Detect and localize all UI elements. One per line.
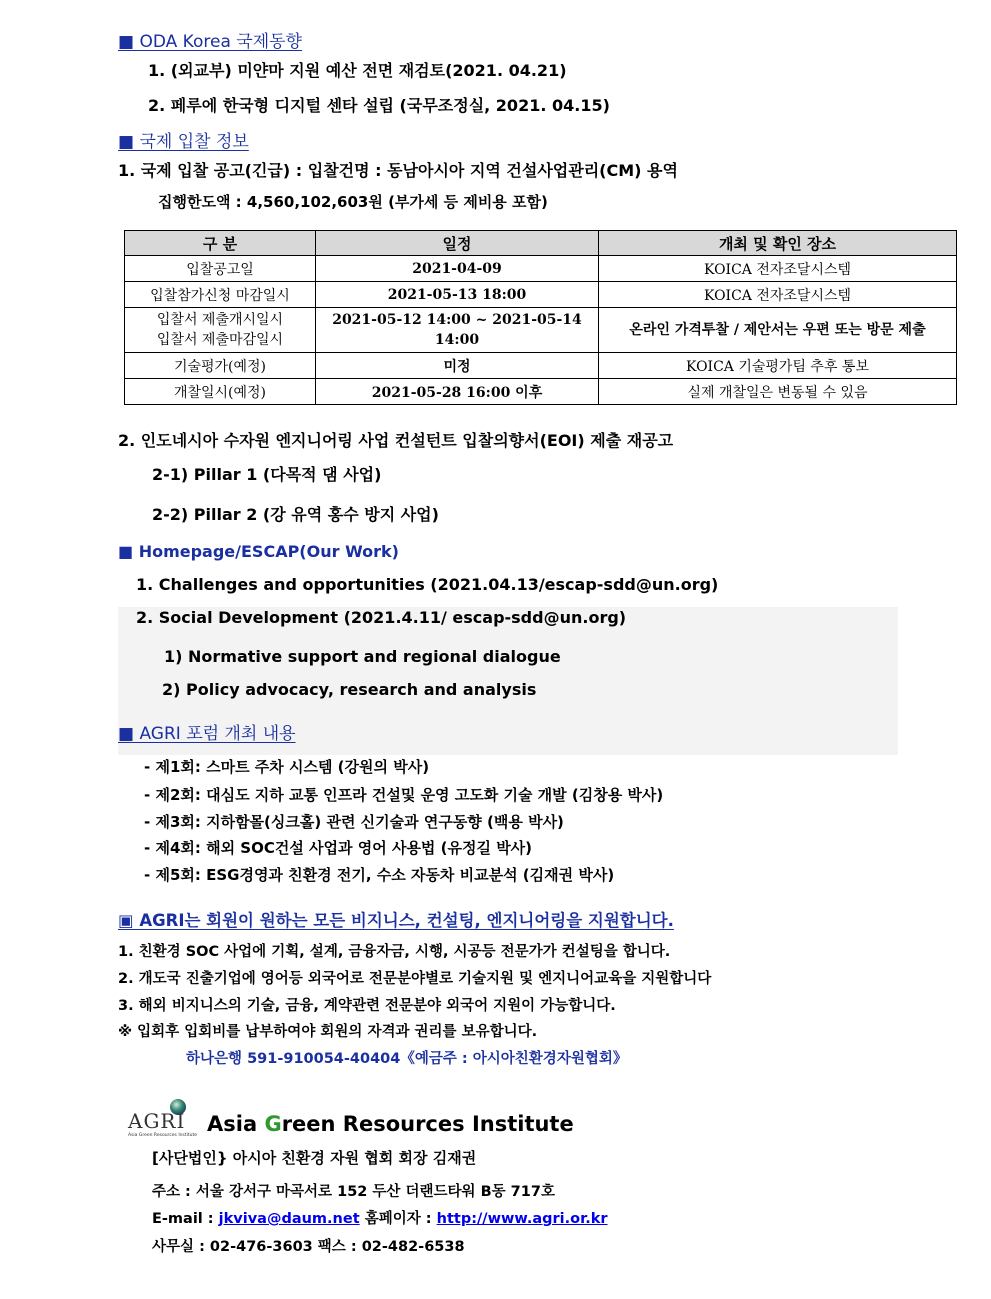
agri-logo — [126, 1097, 196, 1142]
row-label: 입찰공고일 — [125, 256, 316, 282]
membership-note: ※ 입회후 입회비를 납부하여야 회원의 자격과 권리를 보유합니다. — [118, 1024, 538, 1040]
escap-item-1: 1. Challenges and opportunities (2021.04.13/escap-sdd@un.org) — [136, 575, 719, 594]
row-date: 2021-05-12 14:00 ~ 2021-05-14 14:00 — [316, 308, 599, 353]
email-label: E-mail : — [152, 1211, 214, 1227]
row-place: 온라인 가격투찰 / 제안서는 우편 또는 방문 제출 — [599, 308, 957, 353]
section-title-oda: ■ ODA Korea 국제동향 — [118, 32, 302, 52]
bid-schedule-table — [124, 230, 957, 405]
row-date: 2021-05-28 16:00 이후 — [316, 379, 599, 405]
contact-line — [152, 1207, 608, 1228]
email-link[interactable]: jkviva@daum.net — [218, 1211, 360, 1227]
forum-item: - 제5회: ESG경영과 친환경 전기, 수소 자동차 비교분석 (김재권 박사) — [144, 866, 615, 884]
row-label: 기술평가(예정) — [125, 353, 316, 379]
homepage-link[interactable]: http://www.agri.or.kr — [436, 1211, 608, 1227]
bid-budget: 집행한도액 : 4,560,102,603원 (부가세 등 제비용 포함) — [158, 193, 548, 211]
bank-account: 하나은행 591-910054-40404《예금주 : 아시아친환경자원협회》 — [186, 1051, 628, 1067]
row-label: 입찰서 제출개시일시 입찰서 제출마감일시 — [125, 308, 316, 353]
org-address: 주소 : 서울 강서구 마곡서로 152 두산 더랜드타워 B동 717호 — [152, 1184, 555, 1200]
col-header-category: 구 분 — [125, 231, 316, 256]
eoi-item-1: 2-1) Pillar 1 (다목적 댐 사업) — [152, 465, 382, 484]
logo-subtext: Asia Green Resources Institute — [128, 1133, 198, 1138]
row-label: 개찰일시(예정) — [125, 379, 316, 405]
row-place: KOICA 기술평가팀 추후 통보 — [599, 353, 957, 379]
col-header-place: 개최 및 확인 장소 — [599, 231, 957, 256]
forum-item: - 제4회: 해외 SOC건설 사업과 영어 사용법 (유정길 박사) — [144, 839, 533, 857]
row-place: KOICA 전자조달시스템 — [599, 256, 957, 282]
row-label: 입찰참가신청 마감일시 — [125, 282, 316, 308]
org-phone: 사무실 : 02-476-3603 팩스 : 02-482-6538 — [152, 1239, 465, 1255]
section-title-forum: ■ AGRI 포럼 개최 내용 — [118, 724, 296, 744]
forum-item: - 제3회: 지하함몰(싱크홀) 관련 신기술과 연구동향 (백용 박사) — [144, 813, 564, 831]
table-row — [125, 379, 957, 405]
support-item: 3. 해외 비지니스의 기술, 금융, 계약관련 전문분야 외국어 지원이 가능합니다. — [118, 998, 616, 1014]
row-place: 실제 개찰일은 변동될 수 있음 — [599, 379, 957, 405]
table-row — [125, 353, 957, 379]
row-date: 2021-04-09 — [316, 256, 599, 282]
col-header-schedule: 일정 — [316, 231, 599, 256]
table-row — [125, 308, 957, 353]
org-name-green-letter: G — [264, 1112, 282, 1136]
bid-notice: 1. 국제 입찰 공고(긴급) : 입찰건명 : 동남아시아 지역 건설사업관리(CM) 용역 — [118, 161, 678, 180]
support-item: 2. 개도국 진출기업에 영어등 외국어로 전문분야별로 기술지원 및 엔지니어교육을 지원합니다 — [118, 971, 712, 987]
homepage-label: 홈페이자 : — [364, 1211, 432, 1227]
section-title-support: ▣ AGRI는 회원이 원하는 모든 비지니스, 컨설팅, 엔지니어링을 지원합니다. — [118, 911, 674, 930]
escap-subitem-2: 2) Policy advocacy, research and analysis — [162, 680, 537, 699]
oda-item-1: 1. (외교부) 미얀마 지원 예산 전면 재검토(2021. 04.21) — [148, 61, 567, 80]
escap-item-2: 2. Social Development (2021.4.11/ escap-sdd@un.org) — [136, 608, 627, 627]
row-date: 미정 — [316, 353, 599, 379]
forum-item: - 제1회: 스마트 주차 시스템 (강원의 박사) — [144, 758, 430, 776]
table-row — [125, 256, 957, 282]
support-item: 1. 친환경 SOC 사업에 기획, 설계, 금융자금, 시행, 시공등 전문가가 컨설팅을 합니다. — [118, 944, 671, 960]
forum-item: - 제2회: 대심도 지하 교통 인프라 건설및 운영 고도화 기술 개발 (김창용 박사) — [144, 786, 664, 804]
eoi-notice: 2. 인도네시아 수자원 엔지니어링 사업 컨설턴트 입찰의향서(EOI) 제출 재공고 — [118, 431, 674, 450]
table-row — [125, 282, 957, 308]
table-header-row — [125, 231, 957, 256]
row-date: 2021-05-13 18:00 — [316, 282, 599, 308]
org-president: [사단법인} 아시아 친환경 자원 협회 회장 김재권 — [152, 1149, 477, 1167]
oda-item-2: 2. 페루에 한국형 디지털 센타 설립 (국무조정실, 2021. 04.15) — [148, 96, 610, 115]
escap-subitem-1: 1) Normative support and regional dialogue — [164, 647, 561, 666]
eoi-item-2: 2-2) Pillar 2 (강 유역 홍수 방지 사업) — [152, 505, 439, 524]
org-name: Asia Green Resources Institute — [207, 1112, 574, 1136]
logo-text: AGRI — [128, 1109, 186, 1133]
section-title-bid: ■ 국제 입찰 정보 — [118, 132, 249, 152]
section-title-escap: ■ Homepage/ESCAP(Our Work) — [118, 542, 399, 561]
row-place: KOICA 전자조달시스템 — [599, 282, 957, 308]
